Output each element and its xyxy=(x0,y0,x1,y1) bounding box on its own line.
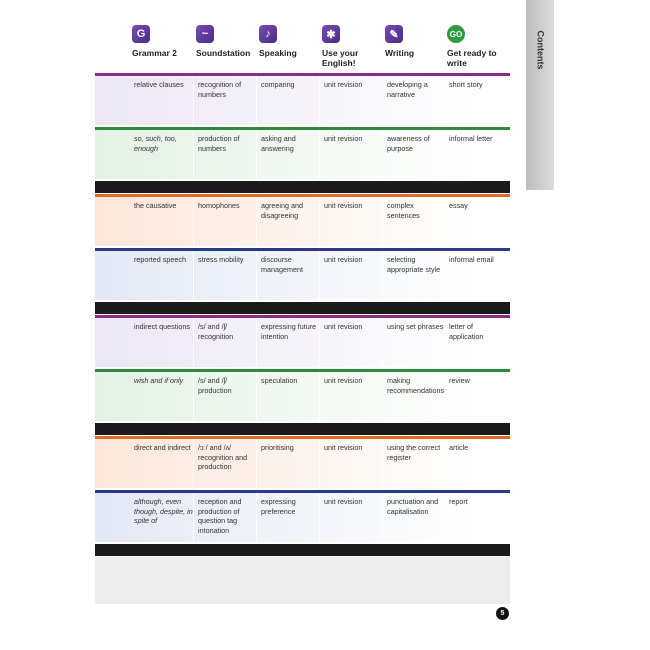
grammar-icon: G xyxy=(132,25,150,43)
table-cell: expressing preference xyxy=(261,497,296,516)
table-cell: unit revision xyxy=(324,322,363,331)
contents-tab-label: Contents xyxy=(535,30,545,70)
table-row xyxy=(95,248,510,300)
column-title: Writing xyxy=(385,48,415,58)
table-cell: short story xyxy=(449,80,483,89)
table-cell: unit revision xyxy=(324,134,363,143)
column-header-2 xyxy=(196,25,258,58)
column-title: Use your English! xyxy=(322,48,359,68)
table-row xyxy=(95,315,510,367)
table-cell: recognition of numbers xyxy=(198,80,242,99)
table-row xyxy=(95,127,510,179)
table-cell: relative clauses xyxy=(134,80,184,89)
table-cell: unit revision xyxy=(324,443,363,452)
column-title: Soundstation xyxy=(196,48,251,58)
lightbulb-icon: ✱ xyxy=(322,25,340,43)
column-header-5 xyxy=(385,25,447,58)
table-cell: homophones xyxy=(198,201,240,210)
table-cell: asking and answering xyxy=(261,134,296,153)
table-cell: indirect questions xyxy=(134,322,190,331)
table-cell: the causative xyxy=(134,201,177,210)
unit-separator-bar xyxy=(95,423,510,435)
table-cell: complex sentences xyxy=(387,201,420,220)
table-cell: informal letter xyxy=(449,134,493,143)
column-header-6 xyxy=(447,25,509,68)
pen-icon: ✎ xyxy=(385,25,403,43)
table-cell: making recommendations xyxy=(387,376,445,395)
unit-separator-bar xyxy=(95,181,510,193)
contents-tab-label-wrap xyxy=(526,20,554,80)
table-row xyxy=(95,73,510,125)
table-cell: /s/ and /ʃ/ production xyxy=(198,376,232,395)
speaking-head-icon: ♪ xyxy=(259,25,277,43)
table-cell: unit revision xyxy=(324,201,363,210)
table-cell: developing a narrative xyxy=(387,80,428,99)
table-cell: awareness of purpose xyxy=(387,134,430,153)
table-cell: unit revision xyxy=(324,255,363,264)
table-cell: /s/ and /ʃ/ recognition xyxy=(198,322,234,341)
contents-side-tab[interactable] xyxy=(526,0,554,190)
column-header-3 xyxy=(259,25,321,58)
table-cell: agreeing and disagreeing xyxy=(261,201,303,220)
table-cell: report xyxy=(449,497,468,506)
table-cell: letter of application xyxy=(449,322,484,341)
table-cell: expressing future intention xyxy=(261,322,317,341)
table-cell: wish and if only xyxy=(134,376,184,385)
table-row xyxy=(95,436,510,488)
column-title: Get ready to write xyxy=(447,48,497,68)
table-row xyxy=(95,369,510,421)
page-bottom-area xyxy=(95,557,510,604)
unit-separator-bar xyxy=(95,544,510,556)
column-headers xyxy=(95,25,510,73)
table-cell: comparing xyxy=(261,80,295,89)
table-cell: article xyxy=(449,443,469,452)
table-cell: review xyxy=(449,376,470,385)
table-cell: speculation xyxy=(261,376,298,385)
table-cell: although, even though, despite, in spite of xyxy=(134,497,193,525)
table-cell: reported speech xyxy=(134,255,186,264)
table-cell: essay xyxy=(449,201,468,210)
column-title: Speaking xyxy=(259,48,297,58)
table-cell: unit revision xyxy=(324,497,363,506)
table-cell: unit revision xyxy=(324,80,363,89)
go-icon: GO xyxy=(447,25,465,43)
column-header-4 xyxy=(322,25,384,68)
table-cell: so, such, too, enough xyxy=(134,134,177,153)
table-cell: /ɔː/ and /ʌ/ recognition and production xyxy=(198,443,248,471)
table-cell: reception and production of question tag intonation xyxy=(198,497,242,535)
table-cell: informal email xyxy=(449,255,494,264)
table-cell: using the correct register xyxy=(387,443,441,462)
table-cell: production of numbers xyxy=(198,134,240,153)
column-title: Grammar 2 xyxy=(132,48,177,58)
page-number: 5 xyxy=(496,607,509,620)
table-cell: prioritising xyxy=(261,443,294,452)
table-cell: punctuation and capitalisation xyxy=(387,497,439,516)
unit-separator-bar xyxy=(95,302,510,314)
column-header-1 xyxy=(132,25,194,58)
table-row xyxy=(95,194,510,246)
table-cell: using set phrases xyxy=(387,322,444,331)
table-cell: direct and indirect xyxy=(134,443,191,452)
table-cell: unit revision xyxy=(324,376,363,385)
table-cell: stress mobility xyxy=(198,255,244,264)
table-cell: discourse management xyxy=(261,255,303,274)
table-row xyxy=(95,490,510,542)
soundwave-icon: ~ xyxy=(196,25,214,43)
table-cell: selecting appropriate style xyxy=(387,255,441,274)
